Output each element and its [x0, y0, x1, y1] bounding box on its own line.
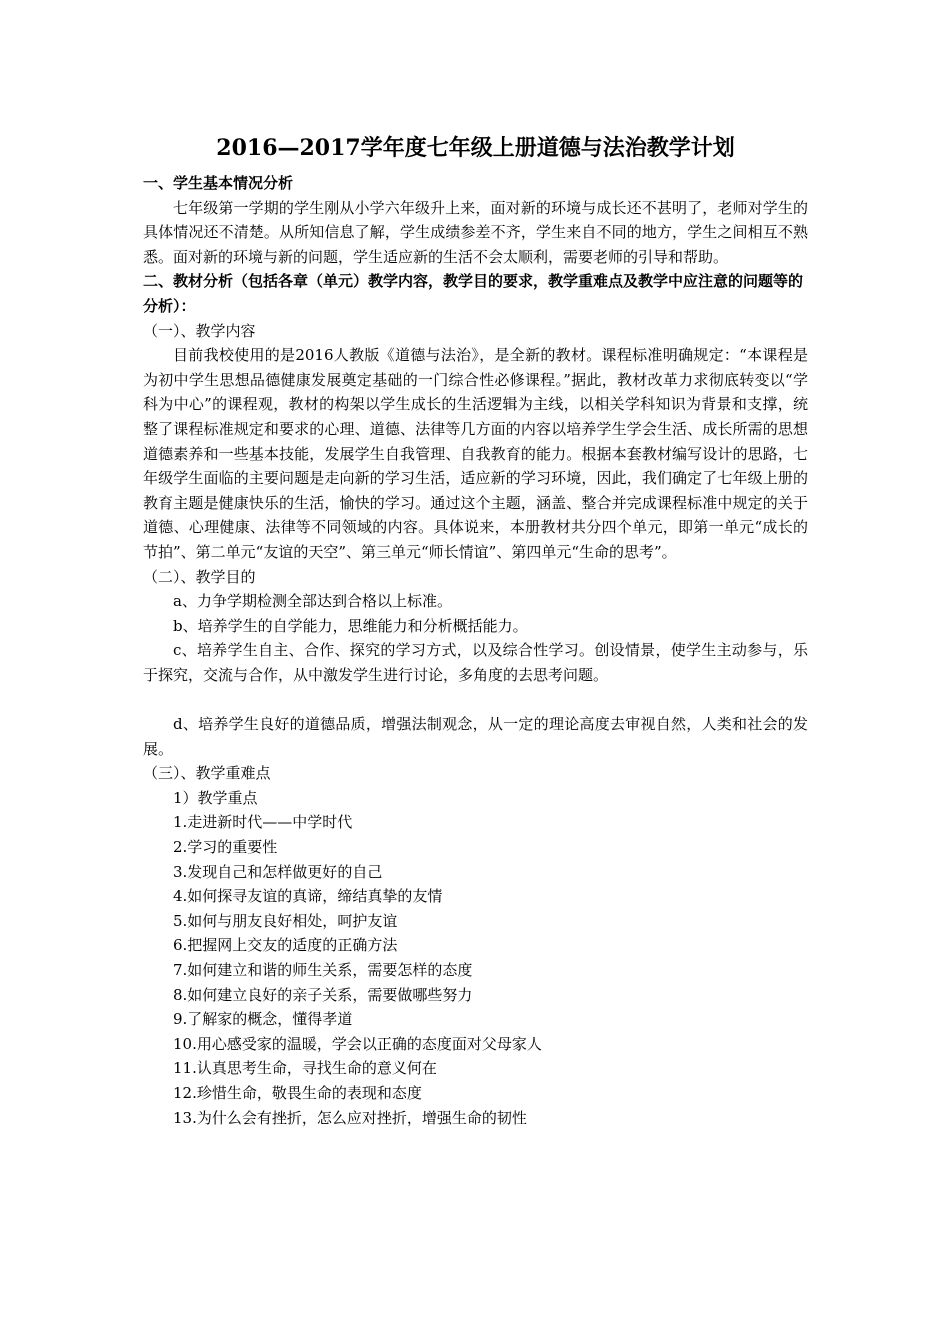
- page-title: 2016—2017学年度七年级上册道德与法治教学计划: [216, 135, 735, 161]
- key-points-subheading: 1）教学重点: [173, 788, 258, 807]
- list-item: 3.发现自己和怎样做更好的自己: [173, 862, 383, 881]
- list-item: 1.走进新时代——中学时代: [173, 813, 353, 832]
- list-item: 12.珍惜生命，敬畏生命的表现和态度: [173, 1083, 422, 1102]
- teaching-content-heading: （一）、教学内容: [143, 321, 256, 340]
- list-item: 7.如何建立和谐的师生关系，需要怎样的态度: [173, 961, 473, 979]
- goal-item-d: d、培养学生良好的道德品质，增强法制观念，从一定的理论高度去审视自然，人类和社会的发展。: [143, 715, 808, 758]
- key-points-list: [143, 810, 808, 1130]
- list-item: 2.学习的重要性: [173, 838, 278, 857]
- list-item: 6.把握网上交友的适度的正确方法: [173, 936, 398, 955]
- section1-paragraph: 七年级第一学期的学生刚从小学六年级升上来，面对新的环境与成长还不甚明了，老师对学生的具体情况还不清楚。从所知信息了解，学生成绩参差不齐，学生来自不同的地方，学生之间相互不熟悉。面对新的环境与新的问题，学生适应新的生活不会太顺利，需要老师的引导和帮助。: [143, 198, 808, 266]
- teaching-goals-heading: （二）、教学目的: [143, 567, 256, 586]
- section1-heading: 一、学生基本情况分析: [143, 174, 294, 192]
- blank-line: [143, 687, 808, 712]
- list-item: 11.认真思考生命，寻找生命的意义何在: [173, 1059, 437, 1078]
- section2-heading: 二、教材分析（包括各章（单元）教学内容，教学目的要求，教学重难点及教学中应注意的问题等的分析）：: [143, 272, 804, 315]
- document-body: [143, 133, 808, 1130]
- teaching-content-paragraph: 目前我校使用的是2016人教版《道德与法治》，是全新的教材。课程标准明确规定：“本课程是为初中学生思想品德健康发展奠定基础的一门综合性必修课程。”据此，教材改革力求彻底转变以“学科为中心”的课程观，教材的构架以学生成长的生活逻辑为主线，以相关学科知识为背景和支撑，统整了课程标准规定和要求的心理、道德、法律等几方面的内容以培养学生学会生活、成长所需的思想道德素养和一些基本技能，发展学生自我管理、自我教育的能力。根据本套教材编写设计的思路，七年级学生面临的主要问题是走向新的学习生活，适应新的学习环境，因此，我们确定了七年级上册的教育主题是健康快乐的生活，愉快的学习。通过这个主题，涵盖、整合并完成课程标准中规定的关于道德、心理健康、法律等不同领域的内容。具体说来，本册教材共分四个单元，即第一单元“成长的节拍”、第二单元“友谊的天空”、第三单元“师长情谊”、第四单元“生命的思考”。: [143, 346, 808, 561]
- list-item: 8.如何建立良好的亲子关系，需要做哪些努力: [173, 985, 473, 1004]
- list-item: 13.为什么会有挫折，怎么应对挫折，增强生命的韧性: [173, 1108, 527, 1127]
- goal-item-a: a、力争学期检测全部达到合格以上标准。: [173, 592, 452, 611]
- goal-item-c: c、培养学生自主、合作、探究的学习方式，以及综合性学习。创设情景，使学生主动参与，乐于探究，交流与合作，从中激发学生进行讨论，多角度的去思考问题。: [143, 641, 808, 684]
- list-item: 4.如何探寻友谊的真谛，缔结真挚的友情: [173, 887, 443, 906]
- goal-item-b: b、培养学生的自学能力，思维能力和分析概括能力。: [173, 616, 528, 635]
- list-item: 9.了解家的概念，懂得孝道: [173, 1010, 353, 1029]
- list-item: 10.用心感受家的温暖，学会以正确的态度面对父母家人: [173, 1034, 542, 1053]
- list-item: 5.如何与朋友良好相处，呵护友谊: [173, 911, 398, 930]
- key-points-heading: （三）、教学重难点: [143, 764, 271, 783]
